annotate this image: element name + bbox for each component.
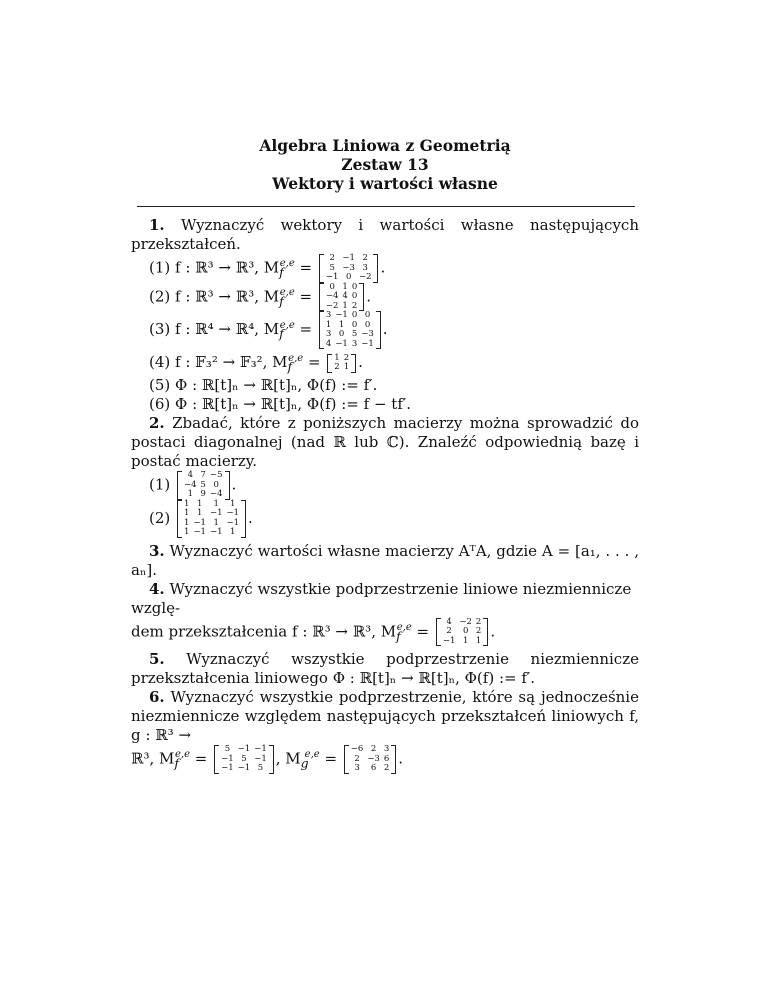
- matrix-entry: −3: [342, 262, 355, 273]
- matrix-entry: 0: [364, 319, 371, 330]
- title-line-1: Algebra Liniowa z Geometrią: [259, 136, 511, 155]
- period: .: [231, 475, 237, 494]
- sub-item: [131, 500, 639, 538]
- matrix-entry: 0: [462, 626, 469, 636]
- matrix-entry: −1: [209, 527, 223, 537]
- exercise-4: [131, 580, 639, 647]
- matrix-entry: −2: [358, 272, 372, 282]
- matrix-entry: −1: [237, 763, 251, 773]
- subscript: f: [279, 264, 284, 280]
- matrix-entry: 1: [187, 489, 193, 499]
- period: .: [380, 258, 386, 277]
- matrix-entry: 1: [213, 498, 219, 509]
- matrix: [319, 311, 381, 349]
- matrix: [177, 500, 246, 538]
- item-label: (1): [149, 475, 176, 494]
- exercise-number: 2.: [149, 414, 165, 432]
- matrix: [327, 354, 356, 373]
- sub-item: [131, 395, 639, 414]
- matrix-entry: 1: [462, 635, 469, 646]
- sub-item: [131, 254, 639, 283]
- exercise-5: [131, 650, 639, 688]
- superscript: e,e: [279, 286, 295, 298]
- matrix-entry: 2: [475, 616, 482, 627]
- matrix-entry: −1: [226, 508, 240, 518]
- matrix-entry: 5: [351, 329, 358, 339]
- equals: =: [319, 749, 342, 768]
- item-label: (3): [149, 320, 176, 338]
- matrix-entry: 1: [334, 352, 340, 363]
- exercise-text-cont: dem przekształcenia f : ℝ³ → ℝ³, M: [131, 621, 397, 640]
- matrix-entry: −1: [226, 517, 240, 528]
- matrix-entry: −1: [325, 272, 339, 282]
- matrix-entry: 2: [383, 763, 390, 773]
- item-label: (5): [149, 376, 176, 394]
- title-line-3: Wektory i wartości własne: [272, 174, 498, 193]
- exercise-1-items: [131, 254, 639, 414]
- exercise-list: [131, 216, 639, 774]
- sub-item: [131, 376, 639, 395]
- superscript: e,e: [288, 353, 304, 364]
- matrix-entry: 3: [325, 310, 332, 320]
- equals: =: [190, 749, 213, 768]
- sub-item: [131, 311, 639, 349]
- exercise-2: [131, 414, 639, 538]
- matrix-entry: 5: [257, 763, 264, 773]
- matrix-entry: 1: [184, 508, 190, 518]
- item-map: Φ : ℝ[t]ₙ → ℝ[t]ₙ, Φ(f) := f − tf′.: [175, 395, 412, 413]
- matrix-entry: −4: [209, 489, 223, 499]
- exercise-text: Wyznaczyć wartości własne macierzy AᵀA, gdzie A = [a₁, . . . , aₙ].: [131, 541, 639, 579]
- item-map: f : 𝔽₃² → 𝔽₃², M: [175, 353, 288, 371]
- exercise-number: 6.: [149, 688, 165, 706]
- matrix-entry: 1: [213, 517, 219, 528]
- matrix-entry: −1: [442, 635, 456, 646]
- matrix-entry: 1: [343, 362, 350, 372]
- matrix-entry: 2: [362, 253, 368, 263]
- matrix-entry: −6: [350, 744, 364, 754]
- matrix-entry: −3: [361, 329, 374, 339]
- matrix-entry: 1: [338, 319, 345, 330]
- matrix-entry: 2: [351, 300, 358, 311]
- exercise-text: Wyznaczyć wszystkie podprzestrzenie niezmiennicze przekształcenia liniowego Φ : ℝ[t]ₙ → ℝ[t]ₙ, Φ(f) := f′.: [131, 650, 639, 687]
- sub-item: [131, 349, 639, 376]
- item-label: (6): [149, 395, 176, 413]
- exercise-text: Wyznaczyć wektory i wartości własne następujących przekształceń.: [131, 216, 639, 253]
- matrix-entry: 0: [213, 479, 219, 490]
- exercise-number: 1.: [149, 216, 165, 234]
- item-map: f : ℝ³ → ℝ³, M: [175, 286, 280, 305]
- matrix: [319, 283, 364, 312]
- item-map: f : ℝ³ → ℝ³, M: [175, 258, 280, 277]
- matrix-entry: −1: [209, 508, 223, 518]
- matrix-entry: −1: [221, 763, 234, 773]
- matrix-entry: 1: [184, 498, 190, 509]
- matrix-entry: 3: [383, 744, 390, 754]
- exercise-text: Zbadać, które z poniższych macierzy można sprowadzić do postaci diagonalnej (nad ℝ lub ℂ). Znaleźć odpowiednią bazę i postać macierzy.: [131, 414, 639, 470]
- matrix-entry: 1: [230, 527, 236, 537]
- sub-item: [131, 283, 639, 312]
- equals: =: [294, 320, 317, 338]
- matrix-entry: 1: [342, 281, 348, 292]
- matrix-entry: −5: [209, 470, 223, 480]
- exercise-number: 4.: [149, 579, 165, 598]
- matrix-entry: 4: [446, 616, 452, 627]
- matrix-entry: 1: [184, 517, 190, 528]
- matrix-entry: 3: [351, 338, 358, 349]
- matrix-entry: 2: [343, 352, 350, 363]
- matrix-entry: 0: [345, 272, 352, 282]
- matrix: [344, 745, 396, 774]
- period: .: [382, 320, 388, 338]
- exercise-1: [131, 216, 639, 414]
- matrix-entry: −4: [325, 291, 339, 301]
- item-label: (4): [149, 353, 176, 371]
- matrix-entry: 1: [342, 300, 348, 311]
- matrix-entry: 1: [196, 498, 203, 509]
- period: .: [490, 621, 496, 640]
- matrix-entry: 3: [362, 262, 368, 273]
- matrix-entry: 0: [364, 310, 371, 320]
- superscript: e,e: [396, 621, 412, 633]
- equals: =: [303, 353, 326, 371]
- matrix-entry: 5: [224, 744, 231, 754]
- exercise-text: Wyznaczyć wszystkie podprzestrzenie, które są jednocześnie niezmiennicze względem następujących przekształceń liniowych f, g : ℝ³ →: [131, 688, 639, 744]
- item-label: (2): [149, 286, 176, 305]
- matrix-entry: −1: [335, 338, 348, 349]
- matrix-entry: 2: [329, 253, 335, 263]
- matrix-entry: −2: [325, 300, 339, 311]
- subscript: f: [396, 627, 401, 643]
- exercise-2-items: [131, 471, 639, 538]
- subscript: f: [279, 326, 284, 341]
- superscript: e,e: [304, 749, 320, 761]
- equals: =: [294, 286, 317, 305]
- matrix-entry: 1: [196, 508, 203, 518]
- matrix-entry: −2: [459, 616, 472, 627]
- matrix-entry: −1: [335, 310, 348, 320]
- matrix-entry: 6: [383, 753, 390, 764]
- item-label: (2): [149, 508, 176, 527]
- equals: =: [411, 621, 434, 640]
- matrix-entry: −1: [342, 253, 355, 263]
- matrix-entry: −4: [184, 479, 197, 490]
- subscript: f: [287, 359, 293, 374]
- item-map: f : ℝ⁴ → ℝ⁴, M: [175, 320, 280, 338]
- matrix-entry: 4: [187, 470, 193, 480]
- matrix-entry: −1: [254, 744, 267, 754]
- matrix-entry: 0: [338, 329, 345, 339]
- matrix-entry: 0: [329, 281, 335, 292]
- matrix-m: [434, 616, 490, 646]
- title-line-2: Zestaw 13: [341, 155, 429, 174]
- exercise-6: [131, 688, 639, 774]
- matrix: [177, 471, 229, 500]
- matrix-entry: 0: [351, 319, 358, 330]
- sub-item: [131, 471, 639, 500]
- item-label: (1): [149, 258, 176, 277]
- matrix-entry: −1: [193, 517, 206, 528]
- matrix-entry: 1: [475, 635, 482, 646]
- exercise-text-cont: ℝ³, M: [131, 749, 175, 768]
- matrix-entry: 2: [334, 362, 340, 372]
- period: .: [366, 286, 372, 305]
- superscript: e,e: [279, 320, 295, 331]
- matrix: [214, 745, 274, 774]
- period: .: [358, 353, 363, 371]
- matrix-entry: −1: [221, 753, 234, 764]
- matrix-entry: 1: [325, 319, 332, 330]
- subscript: f: [279, 292, 284, 308]
- matrix-entry: 5: [241, 753, 247, 764]
- matrix-entry: 1: [230, 498, 236, 509]
- matrix-entry: −1: [193, 527, 206, 537]
- subscript-g: g: [300, 755, 309, 771]
- matrix-entry: 2: [475, 626, 482, 636]
- separator: , M: [275, 749, 301, 768]
- item-map: Φ : ℝ[t]ₙ → ℝ[t]ₙ, Φ(f) := f′.: [175, 376, 378, 394]
- exercise-number: 5.: [149, 650, 165, 668]
- matrix-g: [342, 744, 398, 773]
- matrix-entry: 3: [325, 329, 332, 339]
- matrix-entry: 2: [446, 626, 452, 636]
- matrix-entry: −3: [367, 753, 380, 764]
- period: .: [398, 749, 404, 768]
- period: .: [248, 508, 253, 527]
- matrix-entry: 9: [200, 489, 206, 499]
- document-title: [131, 136, 639, 193]
- matrix-entry: 3: [354, 763, 360, 773]
- matrix-entry: −1: [361, 338, 374, 349]
- matrix-entry: 0: [351, 281, 358, 292]
- matrix-entry: 0: [351, 310, 358, 320]
- superscript: e,e: [175, 749, 191, 761]
- matrix-entry: 7: [200, 470, 206, 480]
- matrix-entry: −1: [237, 744, 251, 754]
- matrix-entry: 2: [354, 753, 360, 764]
- matrix-entry: 5: [329, 262, 335, 273]
- matrix-entry: 1: [184, 527, 190, 537]
- matrix: [436, 618, 488, 647]
- matrix-entry: 0: [351, 291, 358, 301]
- matrix-f: [212, 744, 276, 773]
- matrix-entry: 4: [325, 338, 332, 349]
- equals: =: [294, 258, 317, 277]
- exercise-text: Wyznaczyć wszystkie podprzestrzenie liniowe niezmiennicze wzglę-: [131, 579, 632, 617]
- superscript: e,e: [279, 258, 295, 270]
- title-rule: [137, 206, 635, 207]
- exercise-3: [131, 542, 639, 580]
- matrix: [319, 254, 379, 283]
- subscript: f: [174, 755, 180, 771]
- exercise-number: 3.: [149, 541, 165, 560]
- matrix-entry: 2: [370, 744, 377, 754]
- matrix-entry: 4: [342, 291, 348, 301]
- matrix-entry: −1: [254, 753, 267, 764]
- matrix-entry: 5: [200, 479, 206, 490]
- matrix-entry: 6: [370, 763, 377, 773]
